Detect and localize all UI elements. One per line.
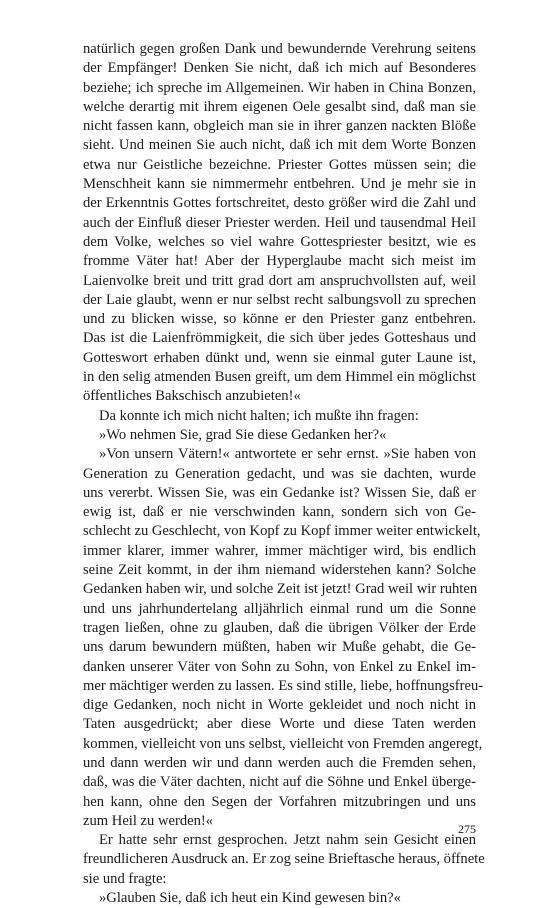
text-line: »Von unsern Vätern!« antwortete er sehr ernst. »Sie haben von (99, 446, 476, 463)
text-line: und dann werden wir und dann werden auch die Fremden sehen, (83, 754, 476, 771)
text-line: und zu blicken wisse, so könne er den Priester ganz entbehren. (83, 311, 476, 328)
text-line: natürlich gegen großen Dank und bewundernde Verehrung seitens (83, 41, 476, 57)
text-line: tragen ließen, ohne zu glauben, daß die übrigen Völker der Erde (83, 619, 476, 636)
body-text (83, 40, 485, 908)
text-line: welche derartig mit ihrem eigenen Oele gesalbt sind, daß man sie (83, 98, 476, 115)
text-line: beziehe; ich spreche im Allgemeinen. Wir haben in China Bonzen, (83, 79, 476, 96)
text-line: dige Gedanken, noch nicht in Worte gekleidet und noch nicht in (83, 697, 476, 714)
page-number: 275 (458, 822, 476, 836)
text-line: hen kann, ohne den Segen der Vorfahren mitzubringen und uns (83, 793, 476, 810)
text-line: der Erkenntnis Gottes fortschreitet, desto größer wird die Zahl und (83, 195, 476, 212)
text-line: Laienvolke breit und tritt grad dort am anspruchvollsten auf, weil (83, 272, 476, 289)
text-line: nicht fassen kann, obgleich man sie in ihrer ganzen nackten Blöße (83, 118, 476, 135)
text-line: »Wo nehmen Sie, grad Sie diese Gedanken her?« (99, 426, 387, 443)
text-line: Er hatte sehr ernst gesprochen. Jetzt nahm sein Gesicht einen (99, 832, 476, 849)
text-line: immer klarer, immer wahrer, immer mächtiger wird, bis endlich (83, 542, 476, 559)
text-line: daß, was die Väter dachten, nicht auf die Söhne und Enkel überge- (83, 774, 476, 791)
text-line: und uns jahrhundertelang alljährlich einmal rund um die Sonne (83, 600, 476, 617)
text-line: Gotteswort erhaben dünkt und, wenn sie einmal guter Laune ist, (83, 349, 476, 366)
text-line: der Empfänger! Denken Sie nicht, daß ich mich auf Besonderes (83, 60, 476, 77)
text-line: Generation zu Generation gedacht, und was sie dachten, wurde (83, 465, 476, 482)
text-line: seine Zeit kommt, in der ihm niemand widerstehen kann? Solche (83, 562, 476, 579)
text-line: zum Heil zu werden!« (83, 812, 214, 829)
text-line: der Laie glaubt, wenn er nur selbst recht salbungsvoll zu sprechen (83, 291, 476, 308)
text-line: etwa nur Geistliche bezeichne. Priester Gottes müssen sein; die (83, 156, 476, 173)
text-line: danken unserer Väter von Sohn zu Sohn, von Enkel zu Enkel im- (83, 658, 476, 675)
text-line: Da konnte ich mich nicht halten; ich mußte ihn fragen: (99, 407, 419, 424)
text-line: auch der Einfluß dieser Priester werden. Heil und tausendmal Heil (83, 214, 476, 231)
text-line: Gedanken haben wir, und solche Zeit ist jetzt! Grad weil wir ruhten (83, 581, 478, 598)
text-line: Taten ausgedrückt; aber diese Worte und diese Taten werden (83, 716, 476, 733)
text-line: Menschheit kann sie nimmermehr entbehren. Und je mehr sie in (83, 176, 476, 193)
text-line: dem Volke, welches so viel wahre Gottespriester besitzt, wie es (83, 233, 476, 250)
text-line: uns darum bewundern müßten, haben wir Muße gehabt, die Ge- (83, 639, 476, 656)
text-line: Das ist die Laienfrömmigkeit, die sich über jedes Gotteshaus und (83, 330, 476, 347)
text-line: kommen, vielleicht von uns selbst, vielleicht von Fremden angeregt, (83, 735, 483, 752)
text-line: freundlicheren Ausdruck an. Er zog seine Brieftasche heraus, öffnete (83, 851, 485, 868)
text-line: sieht. Und meinen Sie auch nicht, daß ich mit dem Worte Bonzen (83, 137, 476, 154)
text-line: ewig ist, daß er nie verschwinden kann, sondern sich von Ge- (83, 504, 476, 521)
text-line: uns vererbt. Wissen Sie, was ein Gedanke ist? Wissen Sie, daß er (83, 484, 476, 501)
text-line: öffentliches Bakschisch anzubieten!« (83, 388, 301, 405)
text-line: »Glauben Sie, daß ich heut ein Kind gewesen bin?« (99, 890, 401, 907)
text-line: sie und fragte: (83, 870, 167, 887)
text-line: fromme Väter hat! Aber der Hyperglaube macht sich meist im (83, 253, 476, 270)
text-line: in den selig atmenden Busen greift, um dem Himmel ein möglichst (83, 369, 476, 386)
text-line: mer mächtiger werden zu lassen. Es sind stille, liebe, hoffnungsfreu- (83, 677, 484, 694)
text-line: schlecht zu Geschlecht, von Kopf zu Kopf immer weiter entwickelt, (83, 523, 481, 540)
